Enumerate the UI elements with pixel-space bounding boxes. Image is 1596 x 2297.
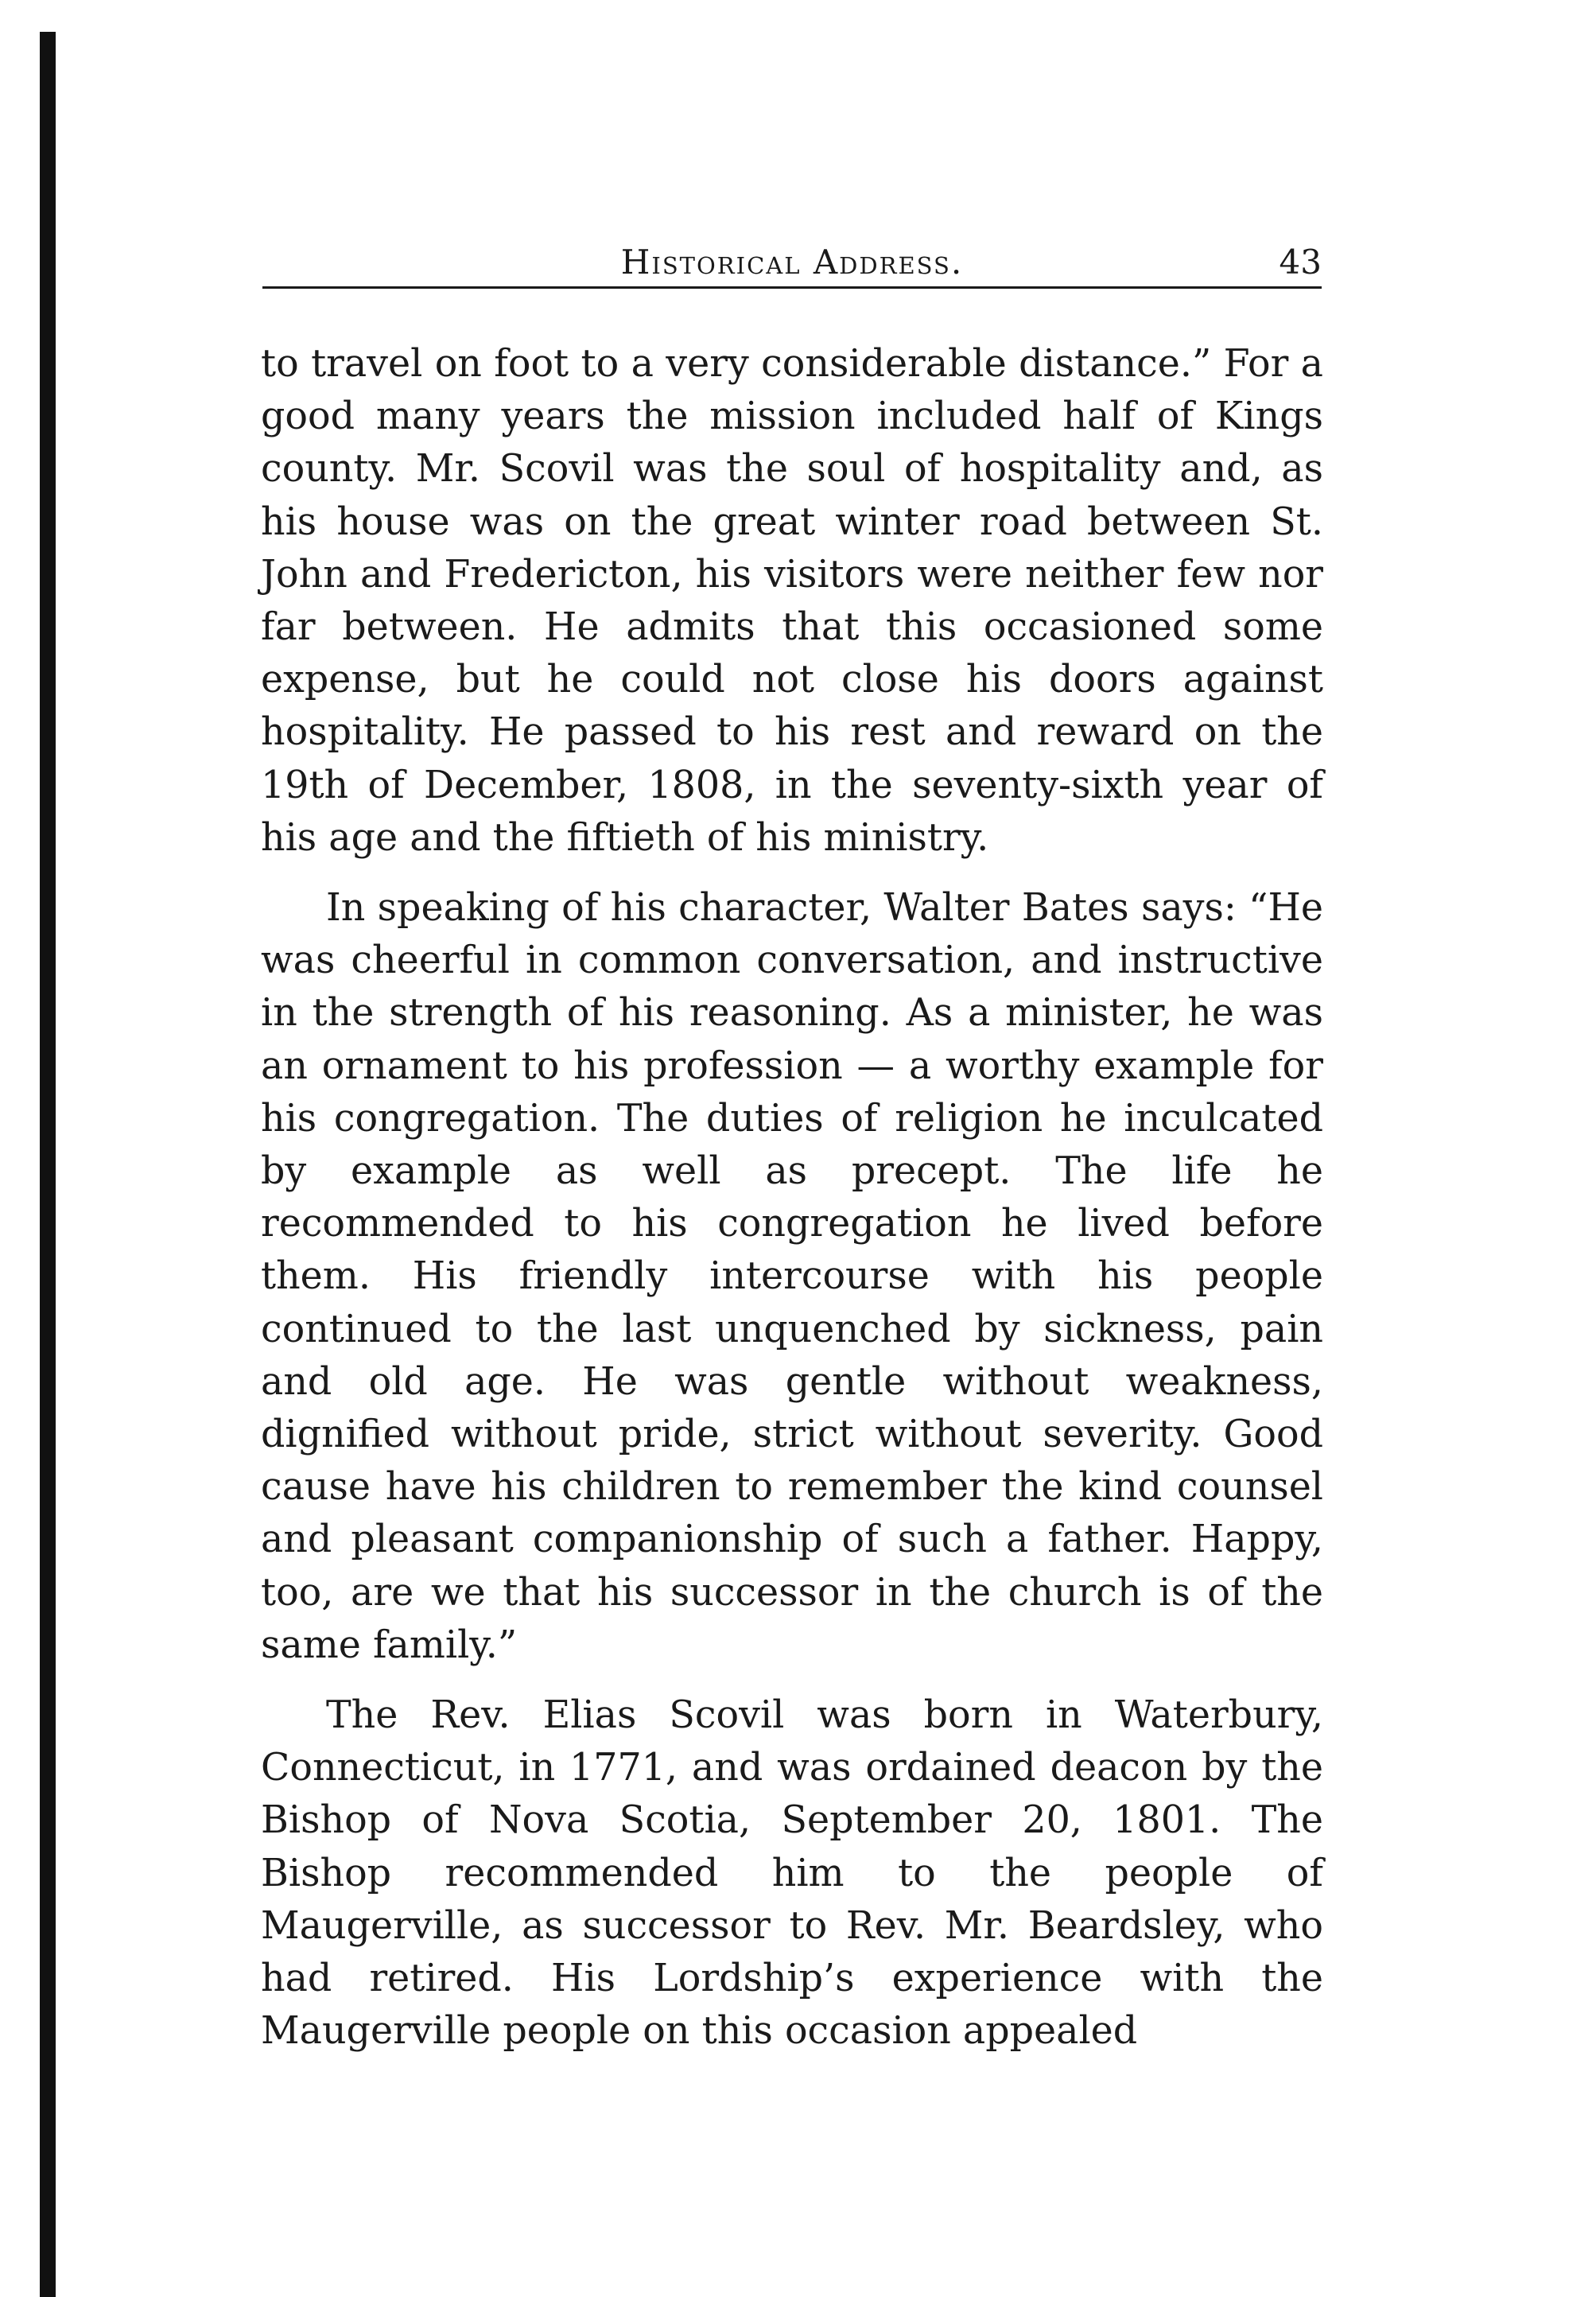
- paragraph-elias-scovil: The Rev. Elias Scovil was born in Waterbury, Connecticut, in 1771, and was ordained deacon by the Bishop of Nova Scotia, September 20, 1801. The Bishop recommended him to the people of Maugerville, as successor to Rev. Mr. Beardsley, who had retired. His Lordship’s experience with the Maugerville people on this occasion appealed: [261, 1693, 1323, 2054]
- header-rule: [262, 286, 1322, 289]
- running-title: Historical Address.: [620, 243, 964, 282]
- paragraph-character: In speaking of his character, Walter Bates says: “He was cheerful in common conversation, and instructive in the strength of his reasoning. As a minister, he was an ornament to his profession — a worthy example for his congregation. The duties of religion he inculcated by example as well as precept. The life he recommended to his congregation he lived before them. His friendly intercourse with his people continued to the last unquenched by sickness, pain and old age. He was gentle without weakness, dignified without pride, strict without severity. Good cause have his children to remember the kind counsel and pleasant companionship of such a father. Happy, too, are we that his successor in the church is of the same family.”: [261, 886, 1323, 1667]
- page-body: [261, 338, 1323, 2058]
- page-binding-edge: [40, 32, 56, 2297]
- page-number: 43: [1279, 243, 1322, 282]
- paragraph-continuation: to travel on foot to a very considerable distance.” For a good many years the mission included half of Kings county. Mr. Scovil was the soul of hospitality and, as his house was on the great winter road between St. John and Fredericton, his visitors were neither few nor far between. He admits that this occasioned some expense, but he could not close his doors against hospitality. He passed to his rest and reward on the 19th of December, 1808, in the seventy-sixth year of his age and the fiftieth of his ministry.: [261, 342, 1323, 860]
- running-header: [262, 243, 1322, 290]
